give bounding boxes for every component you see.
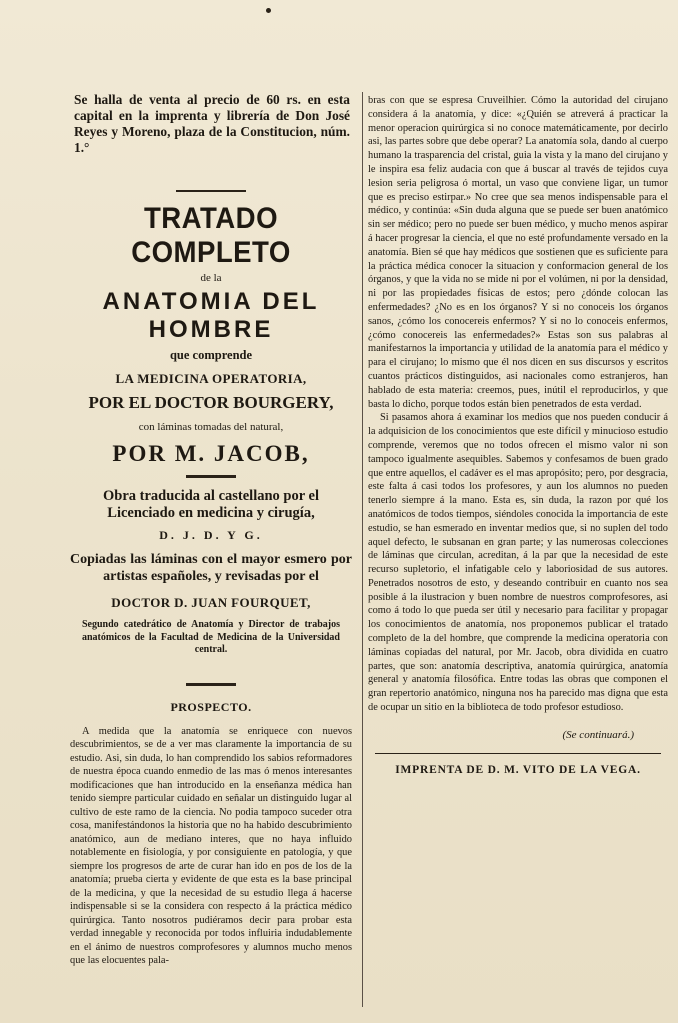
- prospecto-heading: PROSPECTO.: [170, 699, 252, 714]
- prospecto-paragraph: A medida que la anatomía se enriquece con nuevos descubrimientos, se de a ver mas claramente la importancia de su estudio. Asi, sin duda, lo han comprendido los sabios reformadores de nuestra época cuando enmedio de las mas ó menos interesantes modificaciones que han introducido en la enseñanza médica han tenido siempre particular cuidado en señalar un distinguido lugar al cultivo de este ramo de la ciencia. No podia tampoco suceder otra cosa, manifestándonos la historia que no ha habido descubrimiento anatómico, aun de mediano interes, que no haya influido notablemente en fisiología, y por consiguiente en patología, y que siempre los progresos de arte de curar han ido en pos de los de la anatomía; prueba cierta y evidente de que esta es la base principal de la medicina, y que la necesidad de su estudio llega á hacerse indispensable si se la considera con respecto á la práctica médico quirúrgica. Tanto nosotros pudiéramos decir para probar esta verdad innegable y reconocida por todos influiria indudablemente en el ánimo de nuestros comprofesores y alumnos mucho menos que las elocuentes pala-: [70, 725, 352, 966]
- section-rule: [176, 190, 246, 192]
- reviser-name: DOCTOR D. JUAN FOURQUET,: [111, 595, 311, 610]
- reviser-credentials: Segundo catedrático de Anatomía y Director de trabajos anatómicos de la Facultad de Medicina de la Universidad central.: [82, 619, 340, 655]
- translation-note: Obra traducida al castellano por el Licenciado en medicina y cirugía,: [102, 488, 320, 521]
- column-divider: [362, 92, 363, 1007]
- author-line: POR EL DOCTOR BOURGERY,: [88, 393, 334, 412]
- illustrations-line: con láminas tomadas del natural,: [138, 421, 284, 433]
- plates-note: Copiadas las láminas con el mayor esmero por artistas españoles, y revisadas por el: [70, 552, 352, 584]
- illustrator-line: POR M. JACOB,: [112, 441, 310, 466]
- book-subject: ANATOMIA DEL HOMBRE: [102, 288, 320, 343]
- prospecto-paragraph: Si pasamos ahora á examinar los medios que nos pueden conducir á la adquisicion de los conocimientos que este difícil y minucioso estudio comprende, veremos que no todos ofrecen el mismo valor ni son tampoco igualmente asequibles. Sabemos y confesamos de buen grado que entre aquellos, el cadáver es el mas apropósito; pero, por desgracia, este falta á casi todos los profesores, y aun los alumnos no pueden tenerlo siempre á la mano. Esta es, sin duda, la razon por qué los anatómicos de todos tiempos, siéndoles conocida la importancia de este estudio, se han esmerado en inventar medios que, si no suplen del todo aquel defecto, le subsanan en gran parte; y las numerosas colecciones de láminas que circulan, acreditan, á la par que la necesidad de este recurso supletorio, el infatigable celo y laboriosidad de sus autores. Penetrados nosotros de esto, y deseando contribuir en cuanto nos sea posible á la ilustracion y buen nombre de nuestros comprofesores, asi como á todo lo que pueda ser útil y necesario para facilitar y propagar los conocimientos de anatomía, nos proponemos publicar el tratado completo de la del hombre, que comprende la medicina operatoria con láminas copiadas del natural, por Mr. Jacob, obra dividida en cuatro partes, que son: anatomía descriptiva, anatomía quirúrgica, anatomía general y anatomía filosófica. Entre todas las obras que componen el gran repertorio anatómico, ninguna nos ha parecido mas digna que esta de ocupar un sitio en la biblioteca de todo profesor estudioso.: [368, 412, 668, 714]
- continued-note: (Se continuará.): [562, 728, 634, 741]
- prospecto-paragraph: bras con que se espresa Cruveilhier. Cómo la autoridad del cirujano considera á la anatomía, y dice: «¿Quién se atreverá á practicar la menor operacion quirúrgica si no conoce matemáticamente, por decirlo asi, las partes sobre que debe operar? La anatomía sola, dando al cuerpo humano la trasparencia del cristal, guia la vista y la mano del cirujano y le inspira esa feliz audacia con que á buscar al través de tejidos cuya lesion seria peligrosa ó mortal, un vaso que conviene ligar, un tumor que es preciso estirpar.» No cree que sea menos indispensable para el médico, y continúa: «Sin duda alguna que se puede ser buen anatómico sin ser médico; pero no puede ser buen médico, y mucho menos aspirar á hacer progresar la ciencia, el que no esté profundamente versado en la anatomía. Bien sé que hay médicos que sostienen que es suficiente para la práctica médica conocer la situacion y conformacion general de los órganos, y que la vida no se mide ni por el volúmen, ni por la densidad, ni por las propiedades físicas de estos; pero ¿dónde colocan las enfermedades? ¿No es en los órganos? Y si no conoceis los órganos sanos, ¿cómo los conocereis enfermos? Y si no lo conoceis enfermos, ¿cómo conocereis las enfermedades?» Estas son sus palabras al manifestarnos la importancia y utilidad de la anatomía para el médico y para el cirujano; lo mismo que él nos dicen en sus discursos y escritos cuantos prácticos distinguidos, asi nacionales como estranjeros, han hablado de esta materia: creemos, pues, inútil el reproducirlos, y que basta lo dicho, porque todos están bien penetrados de esta verdad.: [368, 95, 668, 410]
- ink-dot: [266, 8, 271, 13]
- printer-imprint: IMPRENTA DE D. M. VITO DE LA VEGA.: [395, 763, 641, 776]
- footer-rule: [375, 753, 661, 754]
- section-rule: [186, 475, 236, 478]
- right-column: [368, 94, 668, 776]
- que-comprende-line: que comprende: [169, 348, 253, 362]
- medicina-operatoria-line: LA MEDICINA OPERATORIA,: [115, 371, 307, 386]
- prospecto-body-right: [368, 94, 668, 715]
- prospecto-body-left: [68, 725, 354, 968]
- title-connector: de la: [200, 272, 222, 284]
- left-column: [68, 92, 354, 968]
- translator-initials: D. J. D. Y G.: [159, 528, 263, 542]
- sale-notice: Se halla de venta al precio de 60 rs. en esta capital en la imprenta y librería de Don José Reyes y Moreno, plaza de la Constitucion, núm. 1.°: [74, 92, 350, 155]
- book-title: TRATADO COMPLETO: [131, 202, 291, 269]
- section-rule: [186, 683, 236, 686]
